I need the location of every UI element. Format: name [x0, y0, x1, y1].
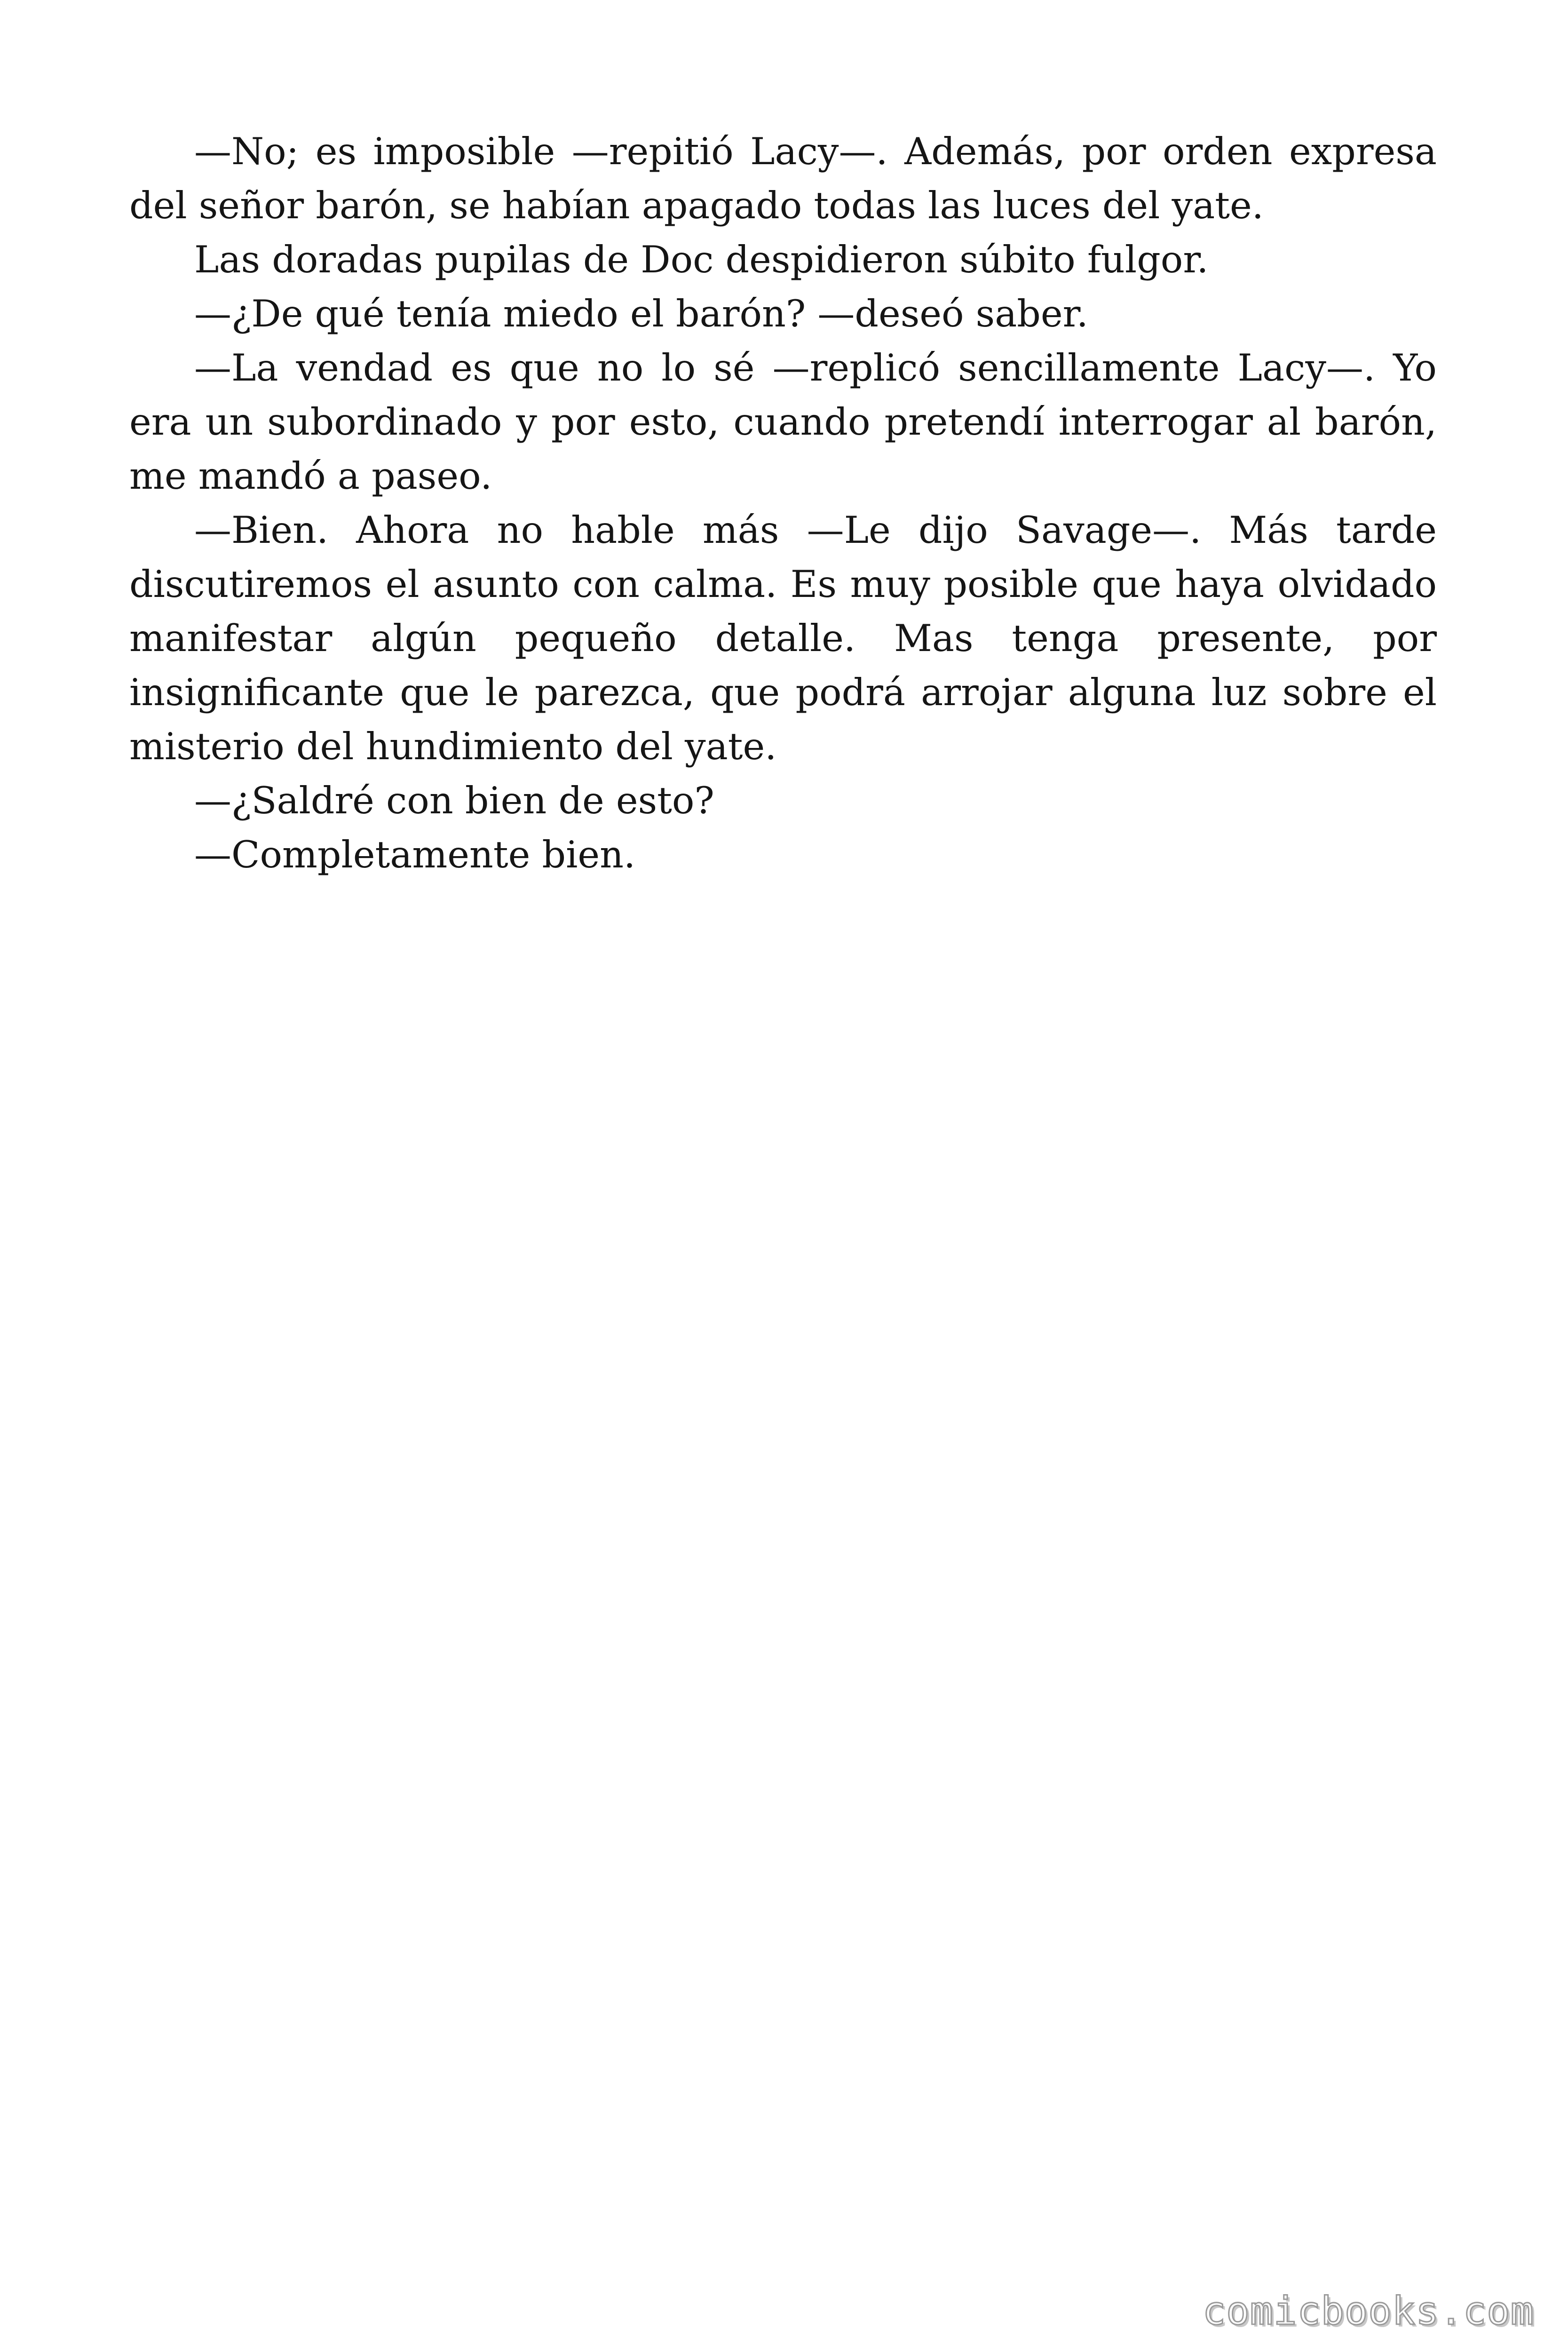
site-watermark: comicbooks.com	[1202, 2289, 1534, 2334]
paragraph-6: —¿Saldré con bien de esto?	[194, 779, 714, 822]
paragraph-5: —Bien. Ahora no hable más —Le dijo Savage—. Más tarde discutiremos el asunto con calma. Es muy posible que haya olvidado manifestar algún pequeño detalle. Mas tenga presente, por insignificante que le parezca, que podrá arrojar alguna luz sobre el misterio del hundimiento del yate.	[129, 509, 1437, 768]
paragraph-3: —¿De qué tenía miedo el barón? —deseó saber.	[194, 292, 1088, 335]
page-body-text	[129, 125, 1437, 882]
paragraph-4: —La vendad es que no lo sé —replicó sencillamente Lacy—. Yo era un subordinado y por esto, cuando pretendí interrogar al barón, me mandó a paseo.	[129, 346, 1437, 498]
paragraph-7: —Completamente bien.	[194, 833, 636, 876]
paragraph-1: —No; es imposible —repitió Lacy—. Además, por orden expresa del señor barón, se habían apagado todas las luces del yate.	[129, 130, 1437, 227]
paragraph-2: Las doradas pupilas de Doc despidieron súbito fulgor.	[194, 238, 1209, 281]
